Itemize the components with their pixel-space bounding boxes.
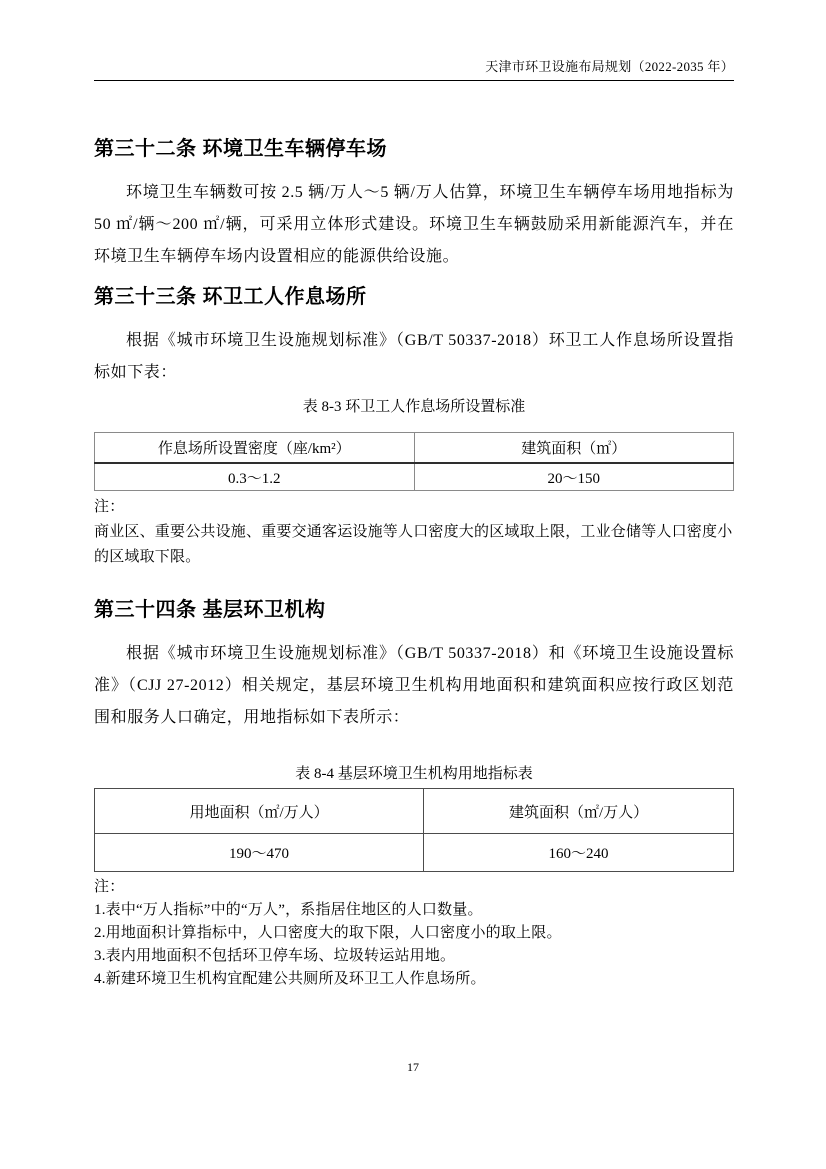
table-8-4	[94, 788, 734, 872]
note-label: 注：	[94, 499, 125, 515]
note-line-3: 3.表内用地面积不包括环卫停车场、垃圾转运站用地。	[94, 948, 456, 964]
note-line-1: 1.表中“万人指标”中的“万人”，系指居住地区的人口数量。	[94, 902, 483, 918]
table-row	[95, 433, 734, 464]
note-line: 商业区、重要公共设施、重要交通客运设施等人口密度大的区域取上限，工业仓储等人口密度小的区域取下限。	[94, 524, 733, 565]
document-title: 天津市环卫设施布局规划（2022-2035 年）	[485, 59, 734, 74]
note-line-2: 2.用地面积计算指标中，人口密度大的取下限，人口密度小的取上限。	[94, 925, 562, 941]
section-34-heading: 第三十四条 基层环卫机构	[94, 599, 326, 621]
table-8-4-cell-land: 190～470	[95, 834, 424, 872]
section-34-paragraph: 根据《城市环境卫生设施规划标准》（GB/T 50337-2018）和《环境卫生设施设置标准》（CJJ 27-2012）相关规定，基层环境卫生机构用地面积和建筑面积应按行政区划范围和服务人口确定，用地指标如下表所示：	[94, 645, 734, 726]
section-33-heading: 第三十三条 环卫工人作息场所	[94, 286, 367, 308]
page-header	[94, 0, 734, 81]
table-8-3-header-area: 建筑面积（㎡）	[414, 433, 734, 464]
table-8-3	[94, 432, 734, 491]
note-label: 注：	[94, 879, 125, 895]
table-8-3-header-density: 作息场所设置密度（座/km²）	[95, 433, 415, 464]
note-line-4: 4.新建环境卫生机构宜配建公共厕所及环卫工人作息场所。	[94, 971, 486, 987]
table-8-3-caption: 表 8-3 环卫工人作息场所设置标准	[302, 399, 526, 415]
table-row	[95, 789, 734, 834]
section-33-paragraph: 根据《城市环境卫生设施规划标准》（GB/T 50337-2018）环卫工人作息场所设置指标如下表：	[94, 332, 734, 381]
table-8-4-header-building: 建筑面积（㎡/万人）	[424, 789, 734, 834]
table-8-3-cell-area: 20～150	[414, 463, 734, 491]
table-8-3-cell-density: 0.3～1.2	[95, 463, 415, 491]
section-32-paragraph: 环境卫生车辆数可按 2.5 辆/万人～5 辆/万人估算，环境卫生车辆停车场用地指标为 50 ㎡/辆～200 ㎡/辆，可采用立体形式建设。环境卫生车辆鼓励采用新能源汽车，并在环境卫生车辆停车场内设置相应的能源供给设施。	[94, 184, 734, 265]
table-8-4-notes	[94, 876, 734, 991]
table-row	[95, 834, 734, 872]
table-8-3-notes	[94, 495, 734, 570]
table-8-4-header-land: 用地面积（㎡/万人）	[95, 789, 424, 834]
table-row	[95, 463, 734, 491]
table-8-4-caption: 表 8-4 基层环境卫生机构用地指标表	[295, 766, 533, 782]
table-8-4-cell-building: 160～240	[424, 834, 734, 872]
page-number: 17	[407, 1060, 419, 1074]
section-32-heading: 第三十二条 环境卫生车辆停车场	[94, 138, 388, 160]
